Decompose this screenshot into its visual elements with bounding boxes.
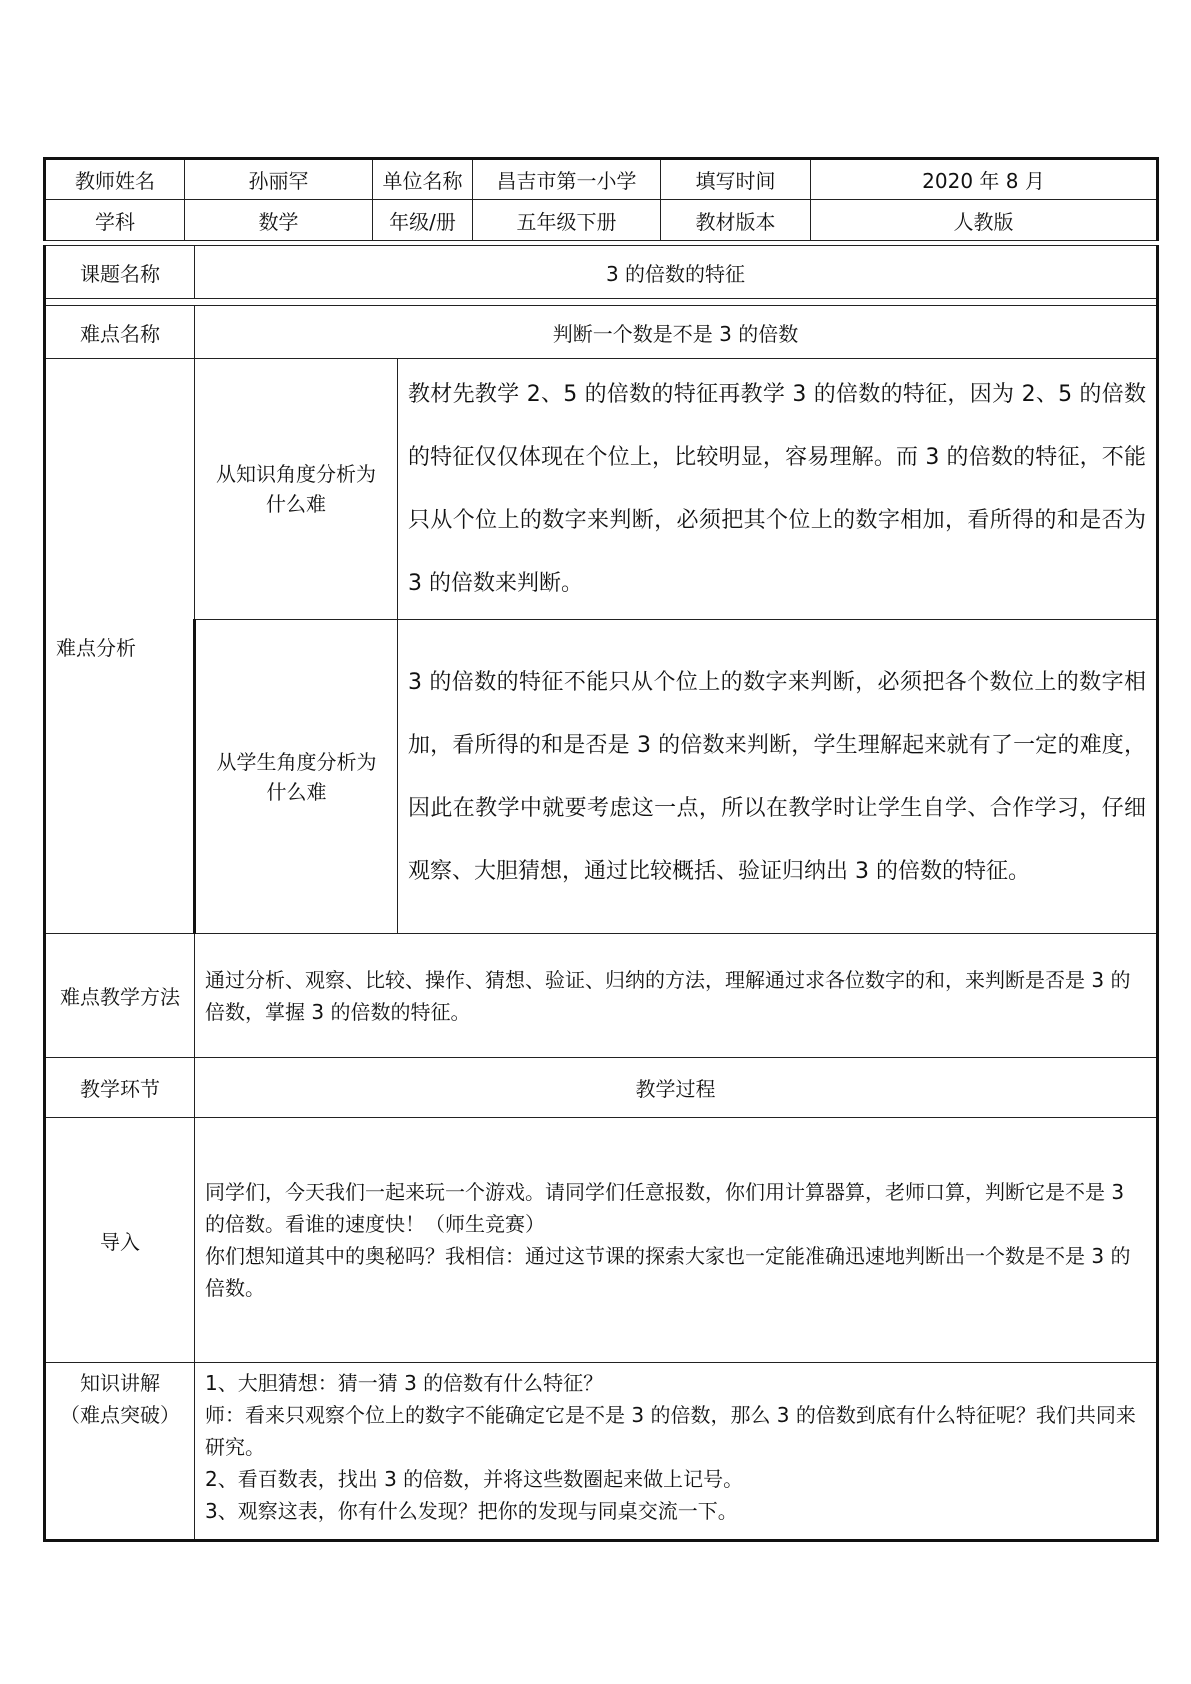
method-text: 通过分析、观察、比较、操作、猜想、验证、归纳的方法，理解通过求各位数字的和，来判断是否是 3 的倍数，掌握 3 的倍数的特征。 — [195, 934, 1158, 1058]
explain-label-line1: 知识讲解 — [80, 1371, 160, 1395]
lesson-plan-document — [43, 157, 1156, 1542]
process-header-value: 教学过程 — [195, 1058, 1158, 1118]
difficulty-value: 判断一个数是不是 3 的倍数 — [195, 306, 1158, 359]
intro-line: 同学们，今天我们一起来玩一个游戏。请同学们任意报数，你们用计算器算，老师口算，判断它是不是 3 的倍数。看谁的速度快！（师生竞赛） — [205, 1180, 1125, 1236]
intro-label: 导入 — [45, 1118, 195, 1363]
method-label: 难点教学方法 — [45, 934, 195, 1058]
student-angle-text: 3 的倍数的特征不能只从个位上的数字来判断，必须把各个数位上的数字相加，看所得的和是否是 3 的倍数来判断，学生理解起来就有了一定的难度，因此在教学中就要考虑这一点，所以在教学时让学生自学、合作学习，仔细观察、大胆猜想，通过比较概括、验证归纳出 3 的倍数的特征。 — [398, 620, 1158, 934]
unit-name-value: 昌吉市第一小学 — [473, 159, 661, 200]
textbook-version-label: 教材版本 — [661, 200, 811, 241]
knowledge-angle-label: 从知识角度分析为什么难 — [195, 359, 398, 620]
difficulty-label: 难点名称 — [45, 306, 195, 359]
intro-content — [195, 1118, 1158, 1363]
process-step-label: 教学环节 — [45, 1058, 195, 1118]
student-angle-label: 从学生角度分析为什么难 — [195, 620, 398, 934]
unit-name-label: 单位名称 — [373, 159, 473, 200]
topic-value: 3 的倍数的特征 — [195, 246, 1158, 299]
explain-line: 1、大胆猜想：猜一猜 3 的倍数有什么特征？ — [205, 1371, 604, 1395]
knowledge-angle-text: 教材先教学 2、5 的倍数的特征再教学 3 的倍数的特征，因为 2、5 的倍数的特征仅仅体现在个位上，比较明显，容易理解。而 3 的倍数的特征，不能只从个位上的数字来判断，必须把其个位上的数字相加，看所得的和是否为 3 的倍数来判断。 — [398, 359, 1158, 620]
subject-label: 学科 — [45, 200, 185, 241]
explain-line: 师：看来只观察个位上的数字不能确定它是不是 3 的倍数，那么 3 的倍数到底有什么特征呢？我们共同来研究。 — [205, 1403, 1136, 1459]
explain-label — [45, 1363, 195, 1541]
subject-value: 数学 — [185, 200, 373, 241]
fill-time-value: 2020 年 8 月 — [811, 159, 1158, 200]
topic-label: 课题名称 — [45, 246, 195, 299]
explain-label-line2: （难点突破） — [60, 1403, 180, 1427]
header-info-table — [43, 157, 1159, 241]
fill-time-label: 填写时间 — [661, 159, 811, 200]
explain-line: 2、看百数表，找出 3 的倍数，并将这些数圈起来做上记号。 — [205, 1467, 744, 1491]
textbook-version-value: 人教版 — [811, 200, 1158, 241]
explain-content — [195, 1363, 1158, 1541]
analysis-label: 难点分析 — [45, 359, 195, 934]
explain-line: 3、观察这表，你有什么发现？把你的发现与同桌交流一下。 — [205, 1499, 738, 1523]
grade-value: 五年级下册 — [473, 200, 661, 241]
teacher-name-value: 孙丽罕 — [185, 159, 373, 200]
main-table — [43, 245, 1159, 1542]
intro-line: 你们想知道其中的奥秘吗？我相信：通过这节课的探索大家也一定能准确迅速地判断出一个数是不是 3 的倍数。 — [205, 1244, 1131, 1300]
teacher-name-label: 教师姓名 — [45, 159, 185, 200]
grade-label: 年级/册 — [373, 200, 473, 241]
